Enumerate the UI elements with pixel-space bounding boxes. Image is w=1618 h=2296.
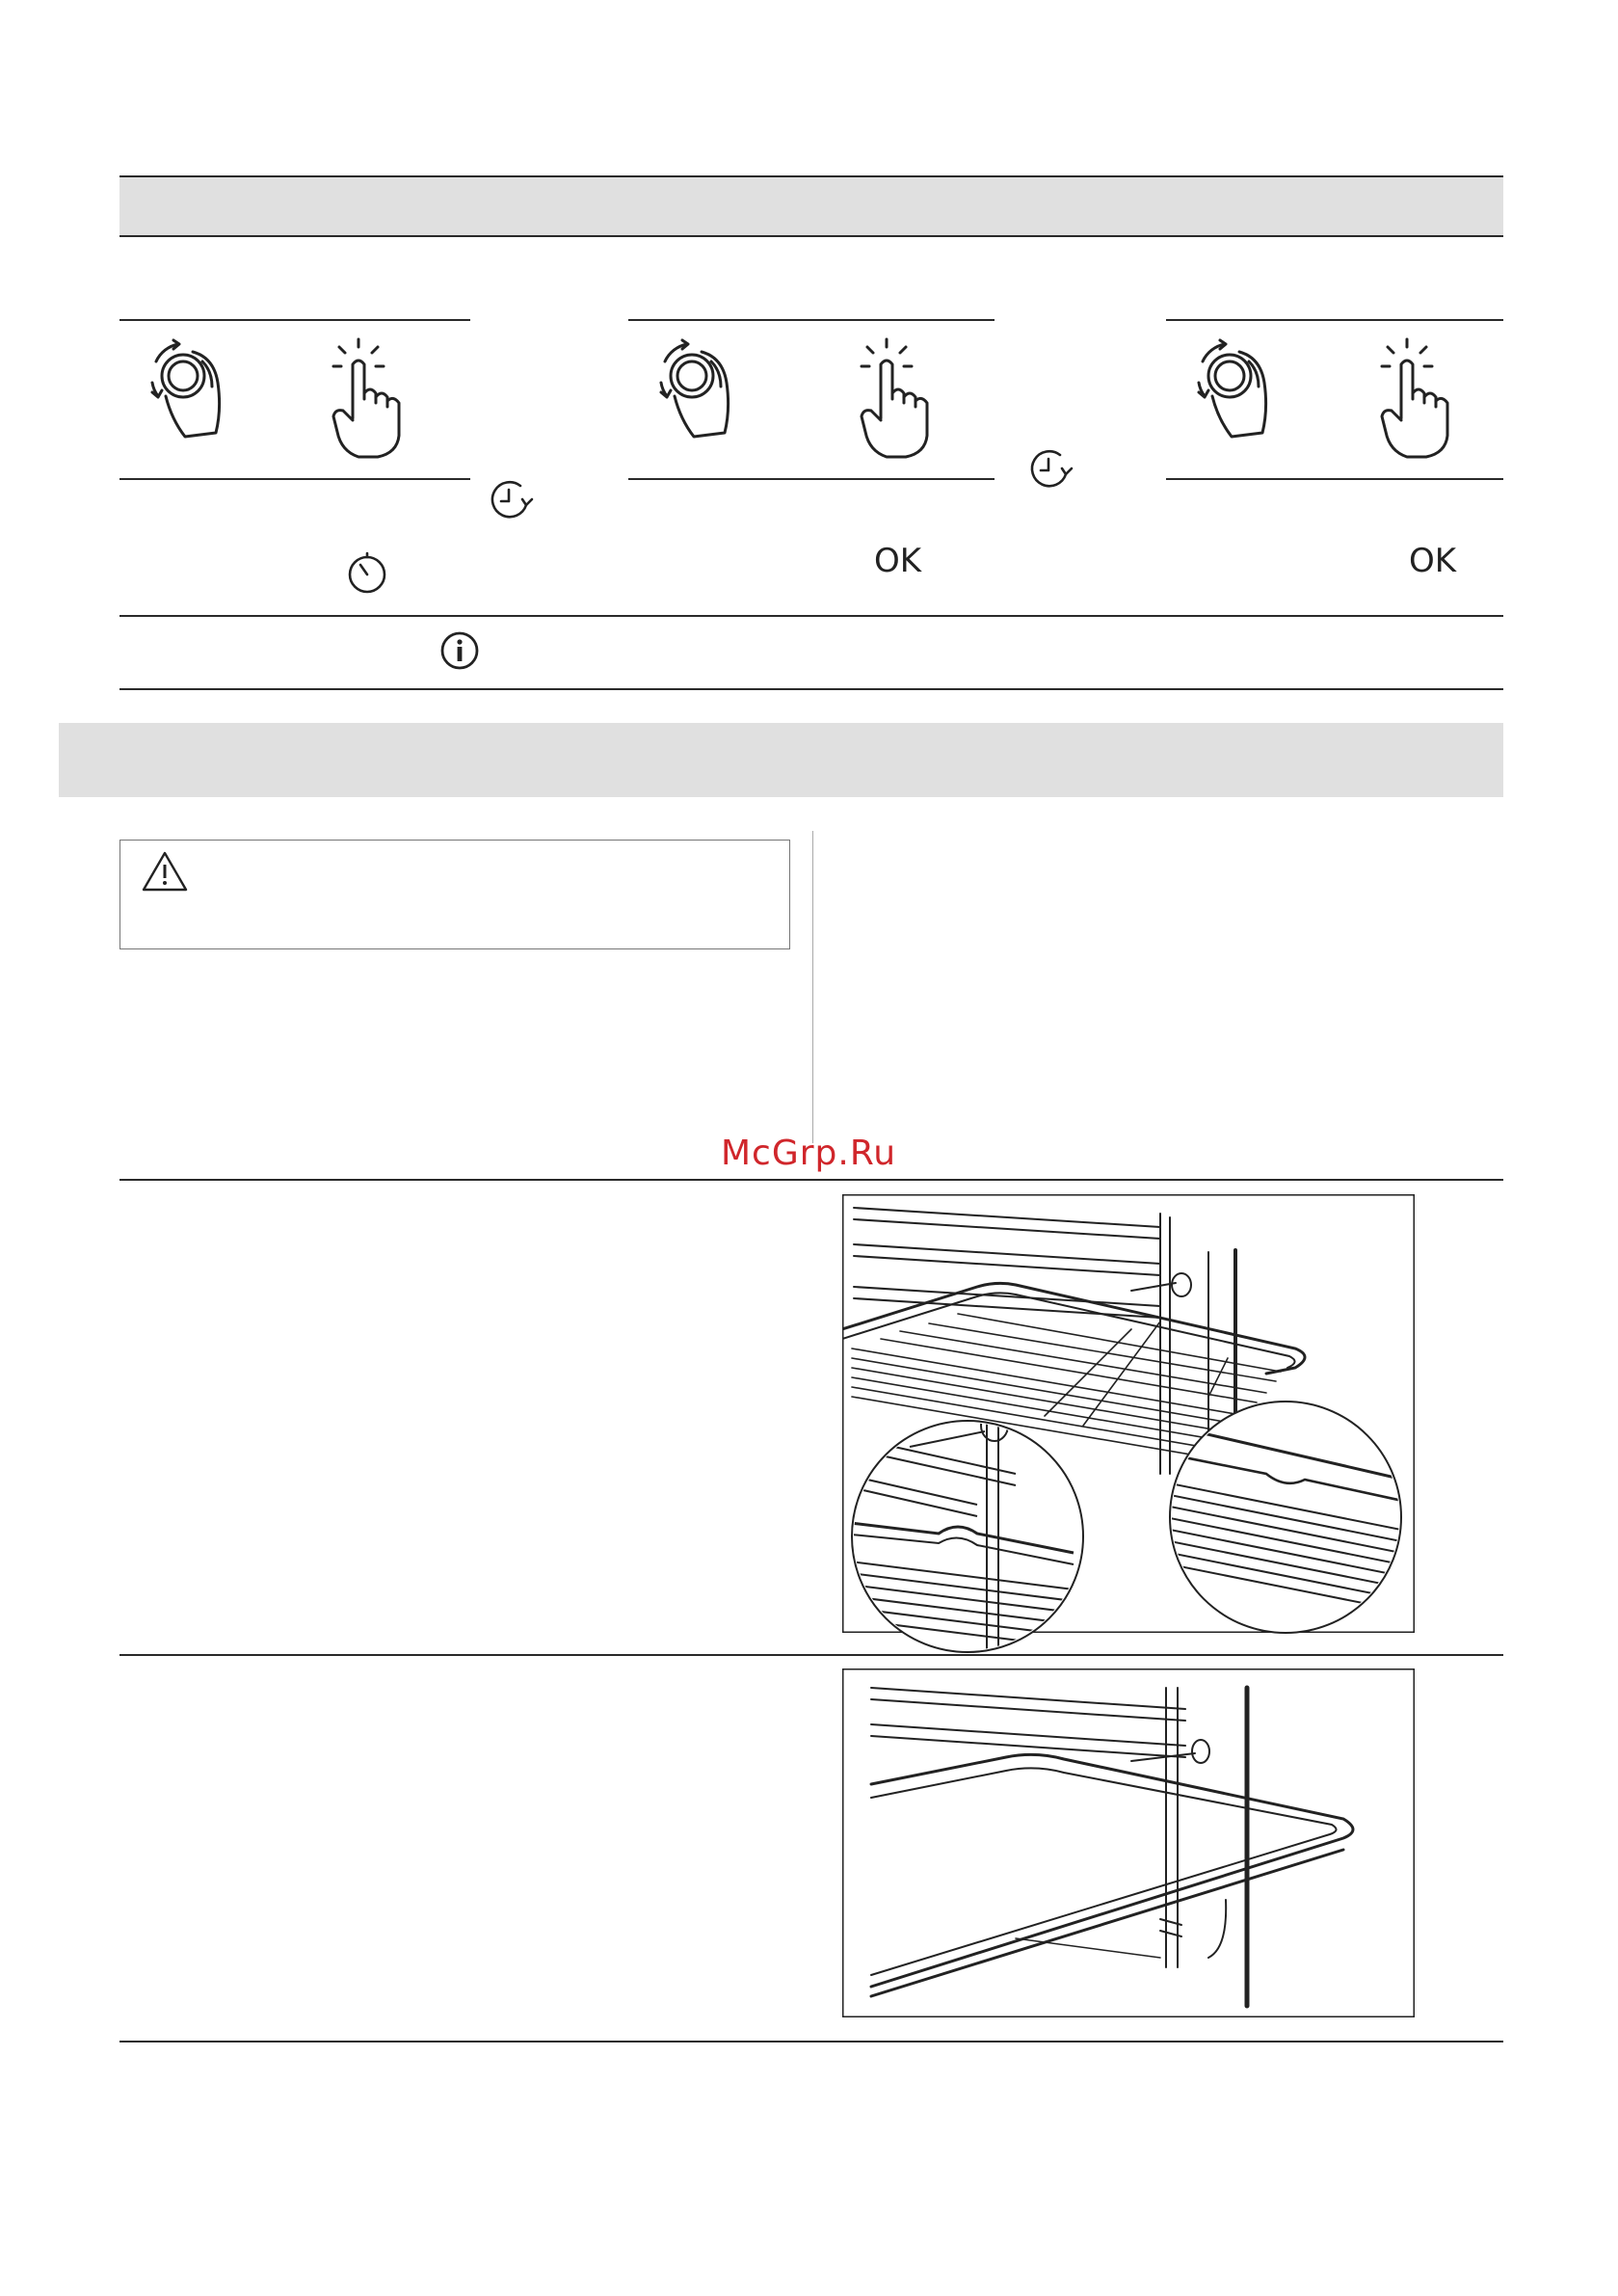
info-row-bottom-line	[119, 688, 1503, 690]
row-line-3	[119, 2041, 1503, 2042]
info-row-top-line	[119, 615, 1503, 617]
step-1-top-line	[119, 319, 470, 321]
step-1-bottom-line	[119, 478, 470, 480]
timer-icon	[345, 549, 389, 598]
info-icon	[439, 630, 480, 671]
touch-press-icon-3	[1366, 339, 1463, 465]
touch-press-icon	[318, 339, 414, 465]
column-divider	[812, 831, 813, 1143]
rotate-knob-icon-2	[644, 333, 759, 458]
step-2-bottom-line	[628, 478, 995, 480]
warning-box	[119, 840, 790, 949]
watermark-text: McGrp.Ru	[721, 1134, 897, 1173]
rotate-knob-icon-3	[1181, 333, 1297, 458]
section-header-band-2	[59, 723, 1503, 797]
warning-triangle-icon	[141, 850, 189, 893]
row-line-2	[119, 1654, 1503, 1656]
ok-label-2: OK	[1409, 542, 1457, 580]
ok-label-1: OK	[874, 542, 922, 580]
row-line-1	[119, 1179, 1503, 1181]
rotate-knob-icon	[135, 333, 251, 458]
step-3-bottom-line	[1166, 478, 1503, 480]
tray-illustration	[842, 1669, 1415, 2017]
section-header-band-1	[119, 175, 1503, 237]
step-2-top-line	[628, 319, 995, 321]
clock-arrow-icon	[488, 478, 536, 522]
touch-press-icon-2	[846, 339, 942, 465]
step-3-top-line	[1166, 319, 1503, 321]
wire-shelf-illustration	[842, 1194, 1415, 1633]
clock-arrow-icon-2	[1027, 447, 1075, 492]
